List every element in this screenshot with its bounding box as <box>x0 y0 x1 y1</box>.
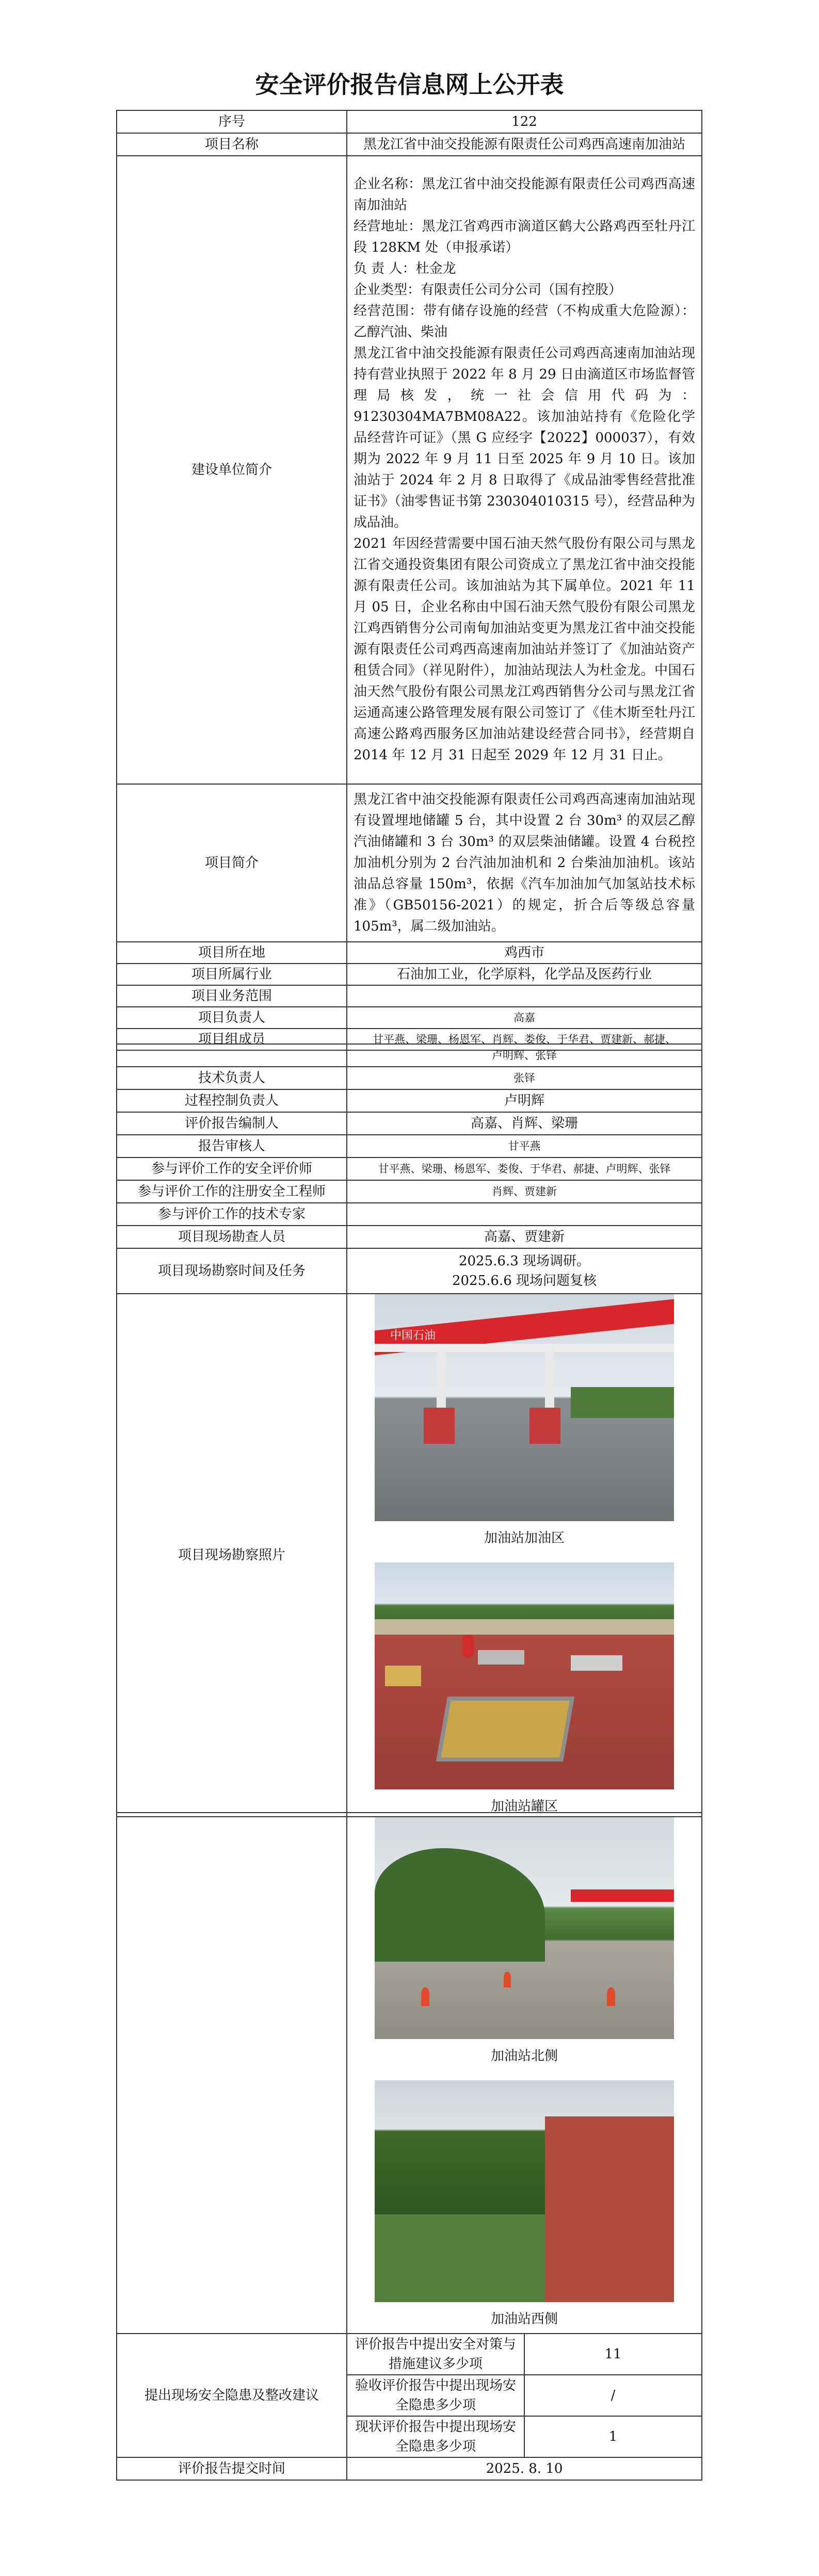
station-canopy <box>571 1889 674 1902</box>
photo-tank-area <box>375 1562 674 1789</box>
fuel-dispenser <box>424 1408 455 1444</box>
submit-value: 2025. 8. 10 <box>347 2457 702 2480</box>
photo-west-side <box>375 2080 674 2302</box>
info-table-3 <box>116 1812 702 2481</box>
report-writers-label: 评价报告编制人 <box>117 1112 347 1135</box>
industry-value: 石油加工业，化学原料，化学品及医药行业 <box>347 964 702 985</box>
report-reviewer-value: 甘平燕 <box>347 1135 702 1157</box>
experts-label: 参与评价工作的技术专家 <box>117 1203 347 1226</box>
table-row <box>117 133 702 156</box>
tech-leader-value: 张铎 <box>347 1067 702 1089</box>
boundary-wall <box>375 1619 674 1635</box>
table-row <box>117 110 702 133</box>
info-table-2 <box>116 1044 702 1817</box>
unit-intro-line: 经营范围：带有储存设施的经营（不构成重大危险源）：乙醇汽油、柴油 <box>354 303 695 340</box>
hazard-item-label: 现状评价报告中提出现场安全隐患多少项 <box>347 2416 524 2457</box>
info-table-1 <box>116 110 702 1051</box>
seq-label: 序号 <box>117 110 347 133</box>
table-row <box>117 1089 702 1112</box>
traffic-cone <box>504 1972 511 1987</box>
photo-caption: 加油站北侧 <box>490 2048 558 2064</box>
submit-label: 评价报告提交时间 <box>117 2457 347 2480</box>
table-row <box>117 2457 702 2480</box>
photo-fuel-island <box>375 1294 674 1521</box>
table-row <box>117 1248 702 1294</box>
table-row <box>117 1226 702 1248</box>
table-row <box>117 1007 702 1029</box>
survey-photos-cell <box>347 1294 702 1817</box>
table-row <box>117 985 702 1007</box>
table-row <box>117 1180 702 1203</box>
photo-caption: 加油站西侧 <box>490 2311 558 2327</box>
seq-value: 122 <box>347 110 702 133</box>
table-row <box>117 1203 702 1226</box>
survey-photos-label: 项目现场勘察照片 <box>117 1294 347 1817</box>
photo-caption: 加油站加油区 <box>484 1530 565 1546</box>
business-scope-value <box>347 985 702 1007</box>
table-row <box>117 1135 702 1157</box>
hazard-label: 提出现场安全隐患及整改建议 <box>117 2334 347 2457</box>
survey-time-line: 2025.6.6 现场问题复核 <box>452 1273 597 1289</box>
leader-label: 项目负责人 <box>117 1007 347 1029</box>
canopy-underside <box>375 1344 674 1352</box>
leader-value: 高嘉 <box>347 1007 702 1029</box>
tank-cover <box>571 1655 622 1671</box>
location-label: 项目所在地 <box>117 942 347 964</box>
hazard-item-label: 评价报告中提出安全对策与措施建议多少项 <box>347 2334 524 2375</box>
table-row <box>117 1067 702 1089</box>
trees <box>375 1848 545 1962</box>
hazard-item-value: / <box>524 2375 702 2416</box>
members-cont-label <box>117 1044 347 1067</box>
engineers-value: 肖辉、贾建新 <box>347 1180 702 1203</box>
industry-label: 项目所属行业 <box>117 964 347 985</box>
engineers-label: 参与评价工作的注册安全工程师 <box>117 1180 347 1203</box>
page-title: 安全评价报告信息网上公开表 <box>255 71 564 99</box>
unit-intro-line: 黑龙江省中油交投能源有限责任公司鸡西高速南加油站现持有营业执照于 2022 年 8 月 29 日由滴道区市场监督管理局核发，统一社会信用代码为：91230304MA7BM08A22。该加油站持有《危险化学品经营许可证》（黑 G 应经字【2022】000037），有效期为 2022 年 9 月 11 日至 2025 年 9 月 10 日。该加油站于 2024 年 2 月 8 日取得了《成品油零售经营批准证书》（油零售证书第 230304010315 号），经营品种为成品油。 <box>354 346 695 530</box>
shrubs <box>375 2214 545 2302</box>
members-value: 甘平燕、梁珊、杨恩军、肖辉、娄俊、于华君、贾建新、郝捷、 <box>347 1029 702 1050</box>
hazard-item-label: 验收评价报告中提出现场安全隐患多少项 <box>347 2375 524 2416</box>
table-row <box>117 784 702 942</box>
traffic-cone <box>421 1987 429 2006</box>
table-row <box>117 964 702 985</box>
report-writers-value: 高嘉、肖辉、梁珊 <box>347 1112 702 1135</box>
photo-cont-cell <box>347 1813 702 2334</box>
project-intro-label: 项目简介 <box>117 784 347 942</box>
hazard-item-value: 1 <box>524 2416 702 2457</box>
tank-cover <box>385 1666 421 1686</box>
unit-intro-text <box>347 156 702 784</box>
unit-intro-line: 经营地址：黑龙江省鸡西市滴道区鹤大公路鸡西至牡丹江段 128KM 处（申报承诺） <box>354 219 695 255</box>
photo-north-side <box>375 1817 674 2039</box>
survey-staff-value: 高嘉、贾建新 <box>347 1226 702 1248</box>
canopy-sign-text: 中国石油 <box>390 1329 436 1342</box>
location-value: 鸡西市 <box>347 942 702 964</box>
trees <box>571 1387 674 1418</box>
survey-staff-label: 项目现场勘查人员 <box>117 1226 347 1248</box>
survey-time-label: 项目现场勘察时间及任务 <box>117 1248 347 1294</box>
table-row <box>117 1813 702 2334</box>
table-row <box>117 1112 702 1135</box>
tank-cover <box>478 1650 524 1665</box>
unit-intro-line: 2021 年因经营需要中国石油天然气股份有限公司与黑龙江省交通投资集团有限公司资成立了黑龙江省中油交投能源有限责任公司。该加油站为其下属单位。2021 年 11 月 05 日，企业名称由中国石油天然气股份有限公司黑龙江鸡西销售分公司南甸加油站变更为黑龙江省中油交投能源有限责任公司鸡西高速南加油站并签订了《加油站资产租赁合同》（祥见附件），加油站现法人为杜金龙。中国石油天然气股份有限公司黑龙江鸡西销售分公司与黑龙江省运通高速公路管理发展有限公司签订了《佳木斯至牡丹江高速公路鸡西服务区加油站建设经营合同书》，经营期自 2014 年 12 月 31 日起至 2029 年 12 月 31 日止。 <box>354 536 695 763</box>
unit-intro-line: 企业名称：黑龙江省中油交投能源有限责任公司鸡西高速南加油站 <box>354 176 695 213</box>
members-cont-value: 卢明辉、张铎 <box>347 1044 702 1067</box>
tank-cover <box>436 1697 574 1762</box>
table-row <box>117 1294 702 1817</box>
unit-intro-line: 负 责 人：杜金龙 <box>354 261 456 276</box>
survey-time-value <box>347 1248 702 1294</box>
hazard-item-value: 11 <box>524 2334 702 2375</box>
table-row <box>117 942 702 964</box>
report-reviewer-label: 报告审核人 <box>117 1135 347 1157</box>
tech-leader-label: 技术负责人 <box>117 1067 347 1089</box>
table-row <box>117 156 702 784</box>
photo-cont-label <box>117 1813 347 2334</box>
business-scope-label: 项目业务范围 <box>117 985 347 1007</box>
fuel-dispenser <box>529 1408 560 1444</box>
survey-time-line: 2025.6.3 现场调研。 <box>458 1253 590 1269</box>
traffic-cone <box>607 1987 615 2006</box>
experts-value <box>347 1203 702 1226</box>
brick-wall <box>545 2116 674 2302</box>
project-intro-text: 黑龙江省中油交投能源有限责任公司鸡西高速南加油站现有设置埋地储罐 5 台，其中设置 2 台 30m³ 的双层乙醇汽油储罐和 3 台 30m³ 的双层柴油储罐。设置 4 台税控加油机分别为 2 台汽油加油机和 2 台柴油加油机。该站油品总容量 150m³，依据《汽车加油加气加氢站技术标准》（GB50156-2021）的规定，折合后等级总容量 105m³，属二级加油站。 <box>347 784 702 942</box>
fire-extinguisher <box>462 1635 474 1657</box>
process-control-label: 过程控制负责人 <box>117 1089 347 1112</box>
project-name-label: 项目名称 <box>117 133 347 156</box>
table-row <box>117 1157 702 1180</box>
unit-intro-line: 企业类型：有限责任公司分公司（国有控股） <box>354 282 622 298</box>
members-label: 项目组成员 <box>117 1029 347 1050</box>
table-row <box>117 1044 702 1067</box>
table-row <box>117 2334 702 2375</box>
project-name-value: 黑龙江省中油交投能源有限责任公司鸡西高速南加油站 <box>347 133 702 156</box>
unit-intro-label: 建设单位简介 <box>117 156 347 784</box>
evaluators-value: 甘平燕、梁珊、杨恩军、娄俊、于华君、郝捷、卢明辉、张铎 <box>347 1157 702 1180</box>
evaluators-label: 参与评价工作的安全评价师 <box>117 1157 347 1180</box>
process-control-value: 卢明辉 <box>347 1089 702 1112</box>
photo-caption: 加油站罐区 <box>490 1799 558 1814</box>
